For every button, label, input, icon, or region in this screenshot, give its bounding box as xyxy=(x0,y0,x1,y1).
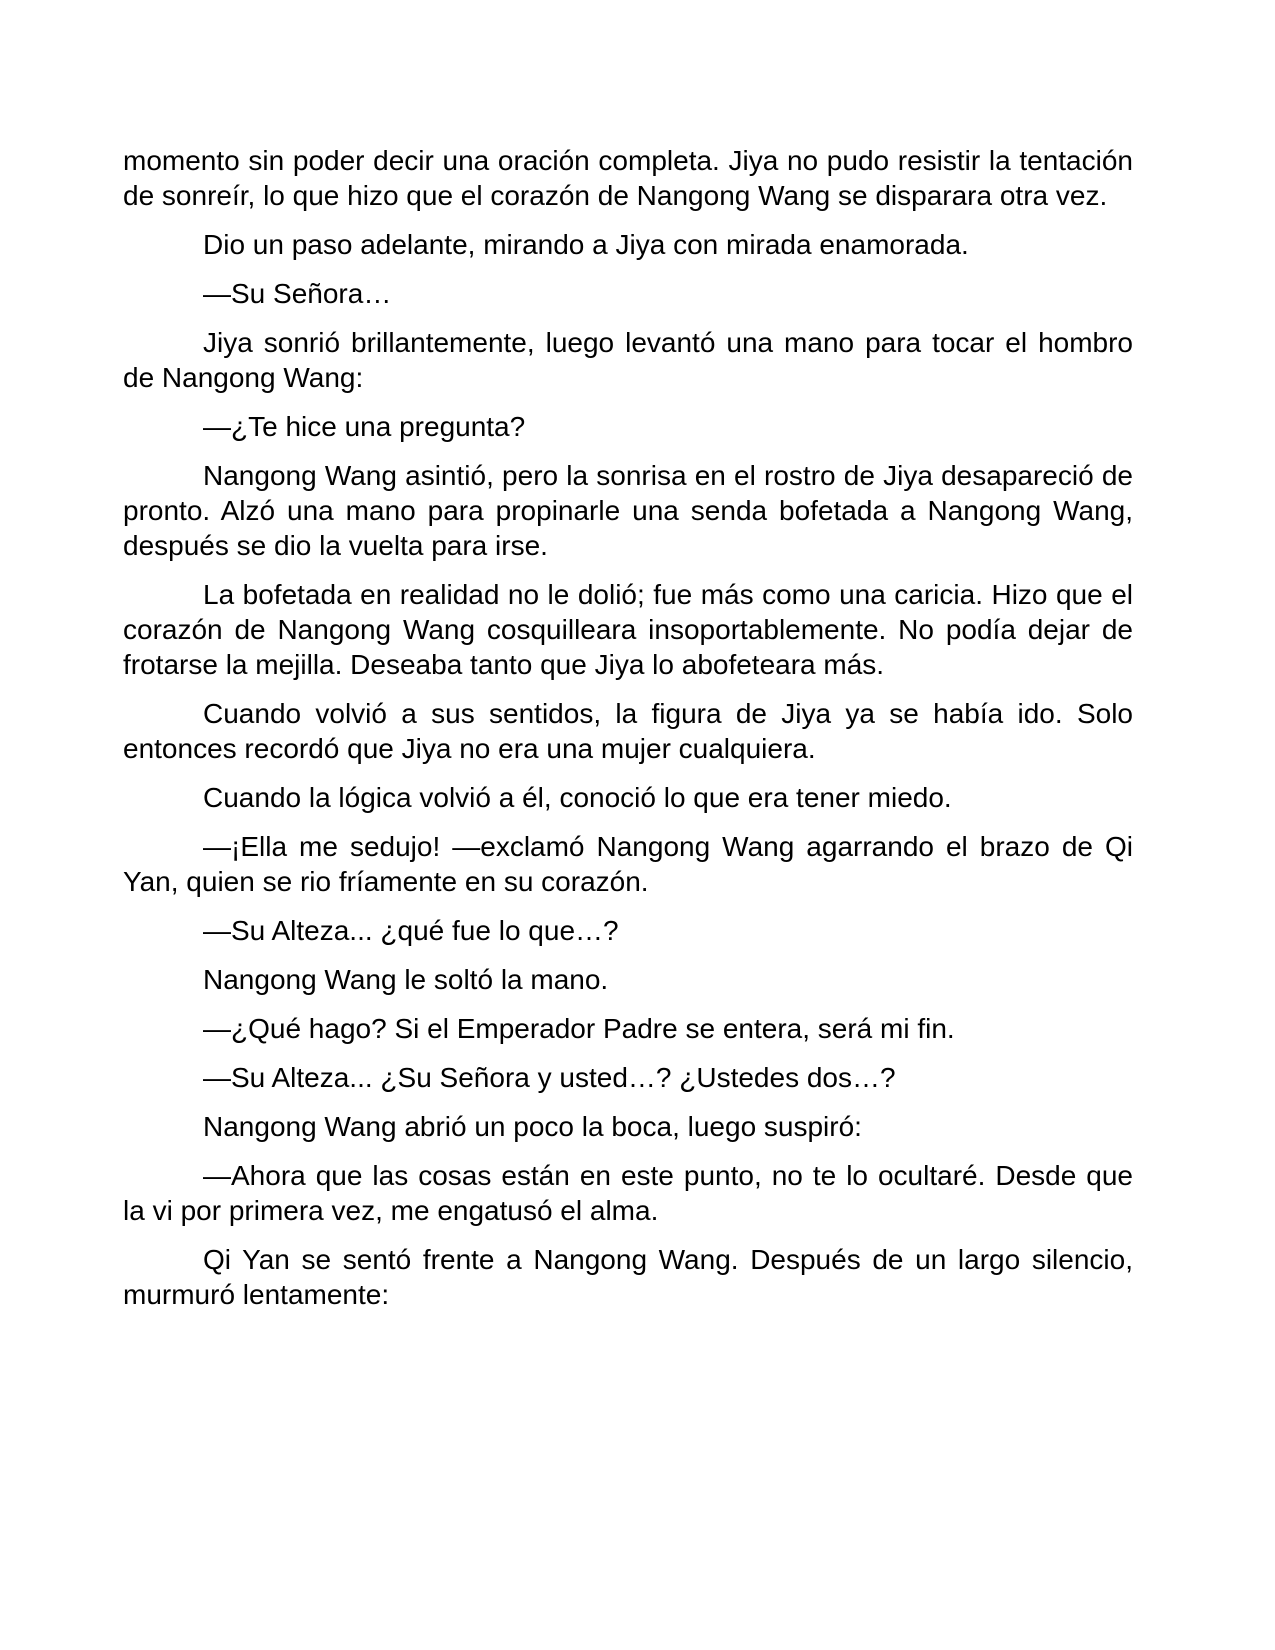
paragraph: La bofetada en realidad no le dolió; fue más como una caricia. Hizo que el corazón de Nangong Wang cosquilleara insoportablemente. No podía dejar de frotarse la mejilla. Deseaba tanto que Jiya lo abofeteara más. xyxy=(123,579,1133,680)
paragraph: Qi Yan se sentó frente a Nangong Wang. Después de un largo silencio, murmuró lentamente: xyxy=(123,1244,1133,1310)
paragraph: —¡Ella me sedujo! —exclamó Nangong Wang agarrando el brazo de Qi Yan, quien se rio fríamente en su corazón. xyxy=(123,831,1133,897)
paragraph: Cuando la lógica volvió a él, conoció lo que era tener miedo. xyxy=(203,782,952,813)
paragraph: —Su Señora… xyxy=(203,278,392,309)
paragraph: —¿Qué hago? Si el Emperador Padre se entera, será mi fin. xyxy=(203,1013,955,1044)
paragraph: Nangong Wang abrió un poco la boca, luego suspiró: xyxy=(203,1111,862,1142)
paragraph: Cuando volvió a sus sentidos, la figura de Jiya ya se había ido. Solo entonces recordó que Jiya no era una mujer cualquiera. xyxy=(123,698,1133,764)
paragraph: —¿Te hice una pregunta? xyxy=(203,411,526,442)
paragraph: Nangong Wang asintió, pero la sonrisa en el rostro de Jiya desapareció de pronto. Alzó una mano para propinarle una senda bofetada a Nangong Wang, después se dio la vuelta para irse. xyxy=(123,460,1133,561)
paragraph: Dio un paso adelante, mirando a Jiya con mirada enamorada. xyxy=(203,229,969,260)
paragraph: momento sin poder decir una oración completa. Jiya no pudo resistir la tentación de sonreír, lo que hizo que el corazón de Nangong Wang se disparara otra vez. xyxy=(123,145,1133,211)
document-page xyxy=(123,143,1133,1326)
paragraph: —Su Alteza... ¿qué fue lo que…? xyxy=(203,915,619,946)
paragraph: —Ahora que las cosas están en este punto, no te lo ocultaré. Desde que la vi por primera vez, me engatusó el alma. xyxy=(123,1160,1133,1226)
paragraph: Nangong Wang le soltó la mano. xyxy=(203,964,609,995)
paragraph: Jiya sonrió brillantemente, luego levantó una mano para tocar el hombro de Nangong Wang: xyxy=(123,327,1133,393)
paragraph: —Su Alteza... ¿Su Señora y usted…? ¿Ustedes dos…? xyxy=(203,1062,896,1093)
